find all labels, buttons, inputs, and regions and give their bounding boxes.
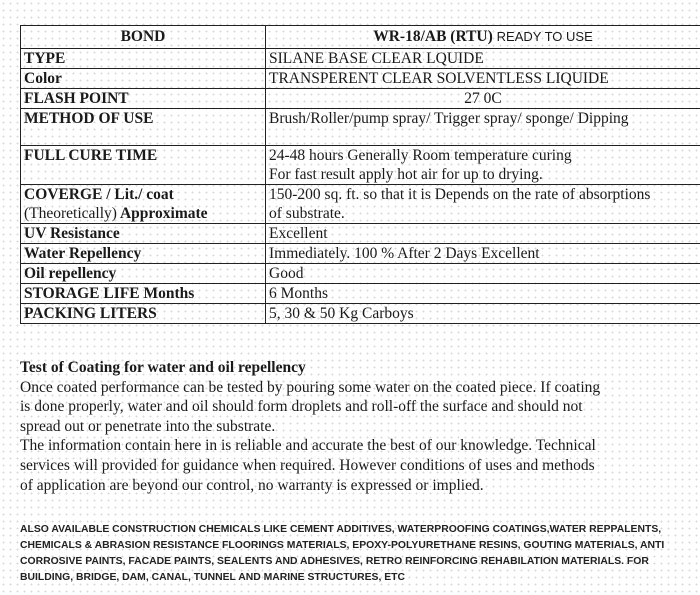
row-value: Excellent — [266, 224, 700, 244]
paragraph-line: of application are beyond our control, no warranty is expressed or implied. — [20, 476, 484, 494]
footer-line: BUILDING, BRIDGE, DAM, CANAL, TUNNEL AND MARINE STRUCTURES, ETC — [20, 572, 406, 583]
section-heading: Test of Coating for water and oil repellency — [20, 359, 306, 376]
paragraph-line: Once coated performance can be tested by pouring some water on the coated piece. If coating — [20, 378, 601, 396]
row-label-note: (Theoretically) — [24, 205, 117, 222]
paragraph-line: services will provided for guidance when required. However conditions of uses and methods — [20, 456, 595, 474]
brand-cell: BOND — [21, 26, 266, 49]
row-value: SILANE BASE CLEAR LQUIDE — [266, 49, 700, 69]
row-value: 6 Months — [266, 284, 700, 304]
table-row — [21, 244, 700, 264]
paragraph-line: The information contain here in is reliable and accurate the best of our knowledge. Technical — [20, 437, 596, 455]
row-label: Oil repellency — [21, 264, 266, 284]
product-code: WR-18/AB (RTU) — [373, 28, 493, 45]
table-row — [21, 109, 700, 146]
row-label: FULL CURE TIME — [21, 146, 266, 185]
footer-line: CHEMICALS & ABRASION RESISTANCE FLOORINGS MATERIALS, EPOXY-POLYURETHANE RESINS, GOUTING MATERIALS, ANTI — [20, 540, 665, 551]
row-value: 27 0C — [266, 89, 700, 109]
table-row — [21, 89, 700, 109]
row-value-line: 24-48 hours Generally Room temperature curing — [269, 147, 572, 164]
table-header-row — [21, 26, 700, 49]
row-value: Immediately. 100 % After 2 Days Excellent — [266, 244, 700, 264]
table-row — [21, 284, 700, 304]
row-value — [266, 146, 700, 185]
row-value-line: For fast result apply hot air for up to drying. — [269, 166, 543, 183]
row-value: 5, 30 & 50 Kg Carboys — [266, 304, 700, 324]
paragraph-line: spread out or penetrate into the substrate. — [20, 417, 276, 435]
table-row — [21, 49, 700, 69]
table-row — [21, 146, 700, 185]
table-row — [21, 264, 700, 284]
row-value — [266, 185, 700, 224]
row-value: TRANSPERENT CLEAR SOLVENTLESS LIQUIDE — [266, 69, 700, 89]
row-value-line: of substrate. — [269, 205, 345, 222]
row-label-note-bold: Approximate — [119, 205, 208, 222]
row-label: Water Repellency — [21, 244, 266, 264]
row-label-line — [24, 204, 262, 223]
table-row — [21, 185, 700, 224]
row-value: Brush/Roller/pump spray/ Trigger spray/ sponge/ Dipping — [266, 109, 700, 146]
table-row — [21, 224, 700, 244]
row-label: STORAGE LIFE Months — [21, 284, 266, 304]
row-value-line: 150-200 sq. ft. so that it is Depends on the rate of absorptions — [269, 186, 651, 203]
table-row — [21, 69, 700, 89]
test-section — [20, 358, 690, 495]
row-label: FLASH POINT — [21, 89, 266, 109]
product-suffix: READY TO USE — [496, 29, 593, 44]
footer-note — [20, 522, 698, 586]
row-label: PACKING LITERS — [21, 304, 266, 324]
row-label — [21, 185, 266, 224]
row-label: METHOD OF USE — [21, 109, 266, 146]
footer-line: CORROSIVE PAINTS, FACADE PAINTS, SEALENTS AND ADHESIVES, RETRO REINFORCING REHABILATION MATERIALS. FOR — [20, 556, 649, 567]
paragraph-line: is done properly, water and oil should form droplets and roll-off the surface and should not — [20, 398, 583, 416]
row-label-line: COVERGE / Lit./ coat — [24, 186, 174, 203]
row-label: Color — [21, 69, 266, 89]
row-value: Good — [266, 264, 700, 284]
row-label: TYPE — [21, 49, 266, 69]
table-row — [21, 304, 700, 324]
row-label: UV Resistance — [21, 224, 266, 244]
product-code-cell — [266, 26, 700, 49]
spec-table — [20, 25, 700, 324]
footer-line: ALSO AVAILABLE CONSTRUCTION CHEMICALS LIKE CEMENT ADDITIVES, WATERPROOFING COATINGS,WATER REPPALENTS, — [20, 524, 662, 535]
